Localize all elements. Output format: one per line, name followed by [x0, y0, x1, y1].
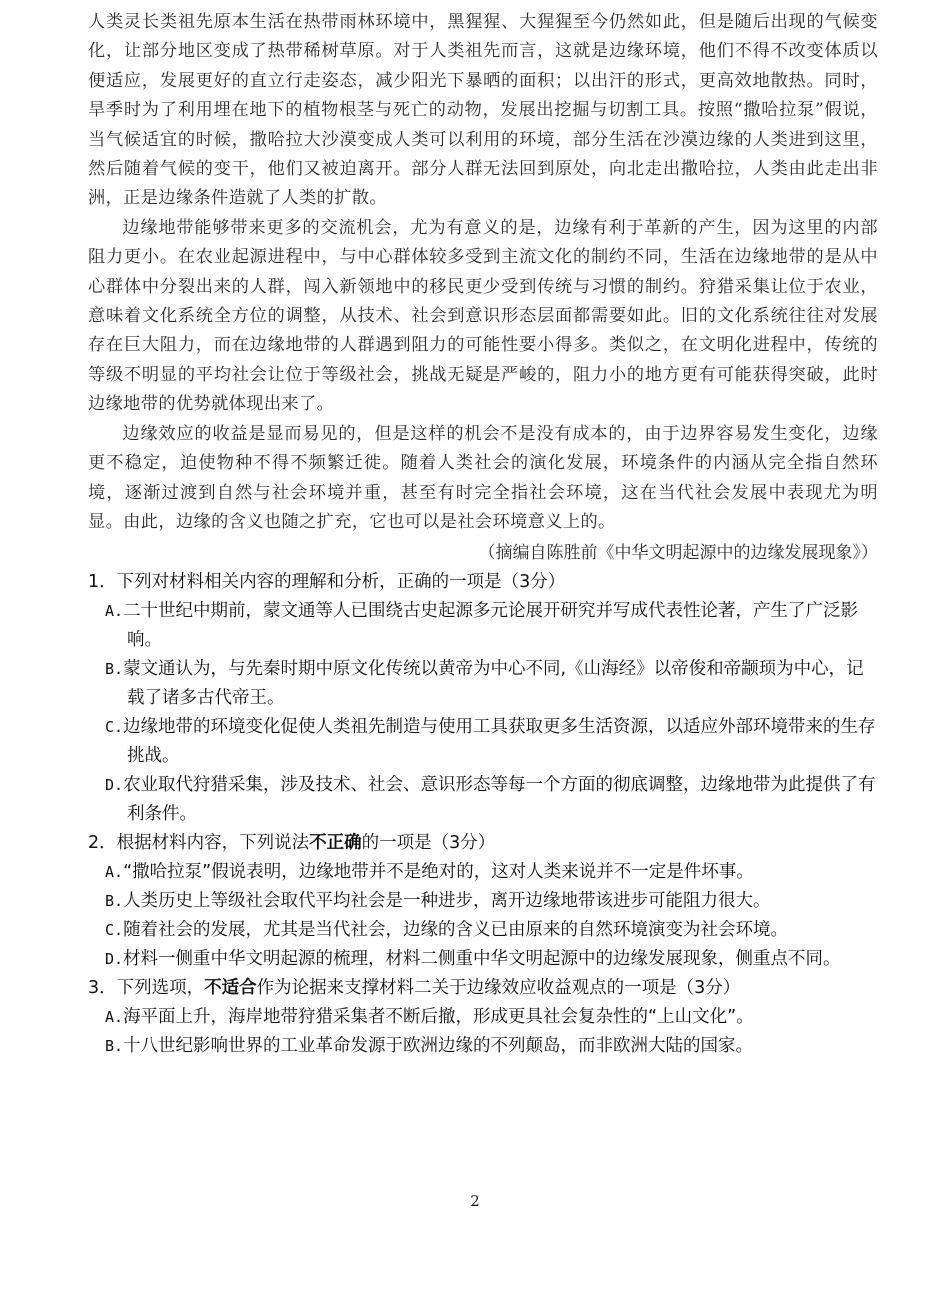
- option-text: 农业取代狩猎采集，涉及技术、社会、意识形态等每一个方面的彻底调整，边缘地带为此提供了有利条件。: [123, 775, 876, 825]
- question-2: [88, 829, 878, 974]
- option-label: C.: [105, 921, 124, 940]
- option-text: 材料一侧重中华文明起源的梳理，材料二侧重中华文明起源中的边缘发展现象，侧重点不同。: [123, 949, 841, 970]
- option-label: B.: [105, 660, 124, 679]
- option-a: [105, 597, 878, 655]
- option-label: A.: [105, 863, 124, 882]
- option-label: A.: [105, 1008, 124, 1027]
- article-paragraph-3: 边缘效应的收益是显而易见的，但是这样的机会不是没有成本的，由于边界容易发生变化，边缘更不稳定，迫使物种不得不频繁迁徙。随着人类社会的演化发展，环境条件的内涵从完全指自然环境，逐渐过渡到自然与社会环境并重，甚至有时完全指社会环境，这在当代社会发展中表现尤为明显。由此，边缘的含义也随之扩充，它也可以是社会环境意义上的。: [88, 423, 878, 532]
- option-text: 十八世纪影响世界的工业革命发源于欧洲边缘的不列颠岛，而非欧洲大陆的国家。: [123, 1036, 754, 1057]
- option-text: 人类历史上等级社会取代平均社会是一种进步，离开边缘地带该进步可能阻力很大。: [123, 891, 771, 912]
- stem-emphasis: 不适合: [204, 978, 257, 999]
- option-label: A.: [105, 602, 124, 621]
- document-page: [88, 8, 878, 1061]
- option-a: [105, 1003, 878, 1032]
- option-text: 边缘地带的环境变化促使人类祖先制造与使用工具获取更多生活资源，以适应外部环境带来的生存挑战。: [123, 717, 876, 767]
- option-c: [105, 916, 878, 945]
- option-label: D.: [105, 950, 124, 969]
- option-label: C.: [105, 718, 124, 737]
- stem-text-end: 作为论据来支撑材料二关于边缘效应收益观点的一项是（3分）: [256, 978, 741, 999]
- stem-text-end: 的一项是（3分）: [361, 833, 496, 854]
- question-stem: [88, 974, 878, 1003]
- option-text: 蒙文通认为，与先秦时期中原文化传统以黄帝为中心不同,《山海经》以帝俊和帝颛顼为中心，记载了诸多古代帝王。: [123, 659, 864, 709]
- option-d: [105, 945, 878, 974]
- option-label: D.: [105, 776, 124, 795]
- option-text: 海平面上升，海岸地带狩猎采集者不断后撤，形成更具社会复杂性的“上山文化”。: [123, 1007, 754, 1028]
- option-b: [105, 655, 878, 713]
- option-label: B.: [105, 1037, 124, 1056]
- question-1: [88, 568, 878, 829]
- option-b: [105, 887, 878, 916]
- option-c: [105, 713, 878, 771]
- option-text: 二十世纪中期前，蒙文通等人已围绕古史起源多元论展开研究并写成代表性论著，产生了广泛影响。: [123, 601, 859, 651]
- stem-text: 1．下列对材料相关内容的理解和分析，正确的一项是（3分）: [88, 572, 566, 593]
- question-stem: [88, 829, 878, 858]
- question-stem: [88, 568, 878, 597]
- article-source: （摘编自陈胜前《中华文明起源中的边缘发展现象》）: [478, 543, 878, 564]
- option-b: [105, 1032, 878, 1061]
- article-paragraph-2: 边缘地带能够带来更多的交流机会，尤为有意义的是，边缘有利于革新的产生，因为这里的内部阻力更小。在农业起源进程中，与中心群体较多受到主流文化的制约不同，生活在边缘地带的是从中心群体中分裂出来的人群，闯入新领地中的移民更少受到传统与习惯的制约。狩猎采集让位于农业，意味着文化系统全方位的调整，从技术、社会到意识形态层面都需要如此。旧的文化系统往往对发展存在巨大阻力，而在边缘地带的人群遇到阻力的可能性要小得多。类似之，在文明化进程中，传统的等级不明显的平均社会让位于等级社会，挑战无疑是严峻的，阻力小的地方更有可能获得突破，此时边缘地带的优势就体现出来了。: [88, 217, 878, 415]
- stem-text: 2．根据材料内容，下列说法: [88, 833, 310, 854]
- option-text: “撒哈拉泵”假说表明，边缘地带并不是绝对的，这对人类来说并不一定是件坏事。: [123, 862, 754, 883]
- option-a: [105, 858, 878, 887]
- article-paragraph-1: 人类灵长类祖先原本生活在热带雨林环境中，黑猩猩、大猩猩至今仍然如此，但是随后出现的气候变化，让部分地区变成了热带稀树草原。对于人类祖先而言，这就是边缘环境，他们不得不改变体质以便适应，发展更好的直立行走姿态，减少阳光下暴晒的面积；以出汗的形式，更高效地散热。同时，旱季时为了利用埋在地下的植物根茎与死亡的动物，发展出挖掘与切割工具。按照“撒哈拉泵”假说，当气候适宜的时候，撒哈拉大沙漠变成人类可以利用的环境，部分生活在沙漠边缘的人类进到这里，然后随着气候的变干，他们又被迫离开。部分人群无法回到原处，向北走出撒哈拉，人类由此走出非洲，正是边缘条件造就了人类的扩散。: [88, 12, 878, 209]
- page-number: 2: [470, 1192, 480, 1210]
- option-text: 随着社会的发展，尤其是当代社会，边缘的含义已由原来的自然环境演变为社会环境。: [123, 920, 789, 941]
- option-d: [105, 771, 878, 829]
- stem-emphasis: 不正确: [309, 833, 362, 854]
- question-3: [88, 974, 878, 1061]
- stem-text: 3．下列选项，: [88, 978, 205, 999]
- option-label: B.: [105, 892, 124, 911]
